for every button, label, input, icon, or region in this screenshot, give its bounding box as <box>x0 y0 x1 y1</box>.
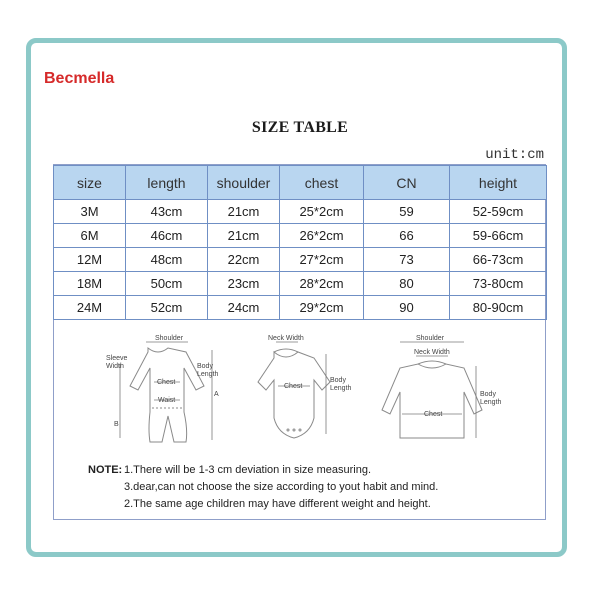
top-shoulder-label: Shoulder <box>416 335 445 342</box>
table-cell: 25*2cm <box>280 200 364 224</box>
note-label: NOTE: <box>88 464 123 476</box>
note-row <box>88 479 438 496</box>
romper-shoulder-label: Shoulder <box>155 335 184 342</box>
table-cell: 52-59cm <box>450 200 547 224</box>
measurement-diagrams <box>80 330 530 450</box>
table-cell: 26*2cm <box>280 224 364 248</box>
romper-body-label: Body <box>197 363 213 370</box>
table-cell: 48cm <box>126 248 208 272</box>
table-cell: 90 <box>364 296 450 320</box>
table-cell: 43cm <box>126 200 208 224</box>
romper-a-label: A <box>214 391 219 398</box>
bodysuit-chest-label: Chest <box>284 383 303 390</box>
table-cell: 73 <box>364 248 450 272</box>
column-header: chest <box>280 166 364 200</box>
romper-width-label: Width <box>106 363 124 370</box>
note-row <box>88 496 438 513</box>
note-row <box>88 462 438 479</box>
top-neck-label: Neck Width <box>414 349 450 356</box>
table-cell: 28*2cm <box>280 272 364 296</box>
romper-b-label: B <box>114 421 119 428</box>
bodysuit-length-label: Length <box>330 385 352 392</box>
table-cell: 12M <box>54 248 126 272</box>
table-row <box>54 272 547 296</box>
unit-label: unit:cm <box>485 147 544 163</box>
top-body-label: Body <box>480 391 496 398</box>
table-cell: 80 <box>364 272 450 296</box>
table-cell: 6M <box>54 224 126 248</box>
column-header: length <box>126 166 208 200</box>
column-header: size <box>54 166 126 200</box>
column-header: height <box>450 166 547 200</box>
table-cell: 27*2cm <box>280 248 364 272</box>
page-title: SIZE TABLE <box>251 119 349 136</box>
table-row <box>54 224 547 248</box>
romper-diagram <box>100 330 230 450</box>
romper-length-label: Length <box>197 371 219 378</box>
table-cell: 29*2cm <box>280 296 364 320</box>
note-text: 3.dear,can not choose the size according to yout habit and mind. <box>124 481 439 493</box>
column-header: shoulder <box>208 166 280 200</box>
table-cell: 18M <box>54 272 126 296</box>
table-cell: 73-80cm <box>450 272 547 296</box>
notes-block <box>88 462 438 513</box>
table-cell: 50cm <box>126 272 208 296</box>
top-diagram <box>372 330 512 450</box>
table-header-row <box>54 166 547 200</box>
note-text: 1.There will be 1-3 cm deviation in size measuring. <box>124 464 372 476</box>
table-cell: 46cm <box>126 224 208 248</box>
table-cell: 66 <box>364 224 450 248</box>
note-text: 2.The same age children may have different weight and height. <box>124 498 431 510</box>
table-cell: 22cm <box>208 248 280 272</box>
brand-name: Becmella <box>44 70 115 87</box>
bodysuit-diagram <box>230 330 360 450</box>
table-cell: 24M <box>54 296 126 320</box>
table-cell: 23cm <box>208 272 280 296</box>
table-cell: 80-90cm <box>450 296 547 320</box>
table-cell: 24cm <box>208 296 280 320</box>
romper-waist-label: Waist <box>158 397 176 404</box>
romper-chest-label: Chest <box>157 379 176 386</box>
table-cell: 21cm <box>208 200 280 224</box>
bodysuit-body-label: Body <box>330 377 346 384</box>
column-header: CN <box>364 166 450 200</box>
table-cell: 59 <box>364 200 450 224</box>
table-cell: 66-73cm <box>450 248 547 272</box>
table-row <box>54 296 547 320</box>
table-cell: 21cm <box>208 224 280 248</box>
table-row <box>54 200 547 224</box>
top-chest-label: Chest <box>424 411 443 418</box>
size-table <box>53 165 547 320</box>
bodysuit-neck-label: Neck Width <box>268 335 304 342</box>
table-cell: 59-66cm <box>450 224 547 248</box>
table-row <box>54 248 547 272</box>
table-cell: 52cm <box>126 296 208 320</box>
table-cell: 3M <box>54 200 126 224</box>
romper-sleeve-label: Sleeve <box>106 355 128 362</box>
top-length-label: Length <box>480 399 502 406</box>
